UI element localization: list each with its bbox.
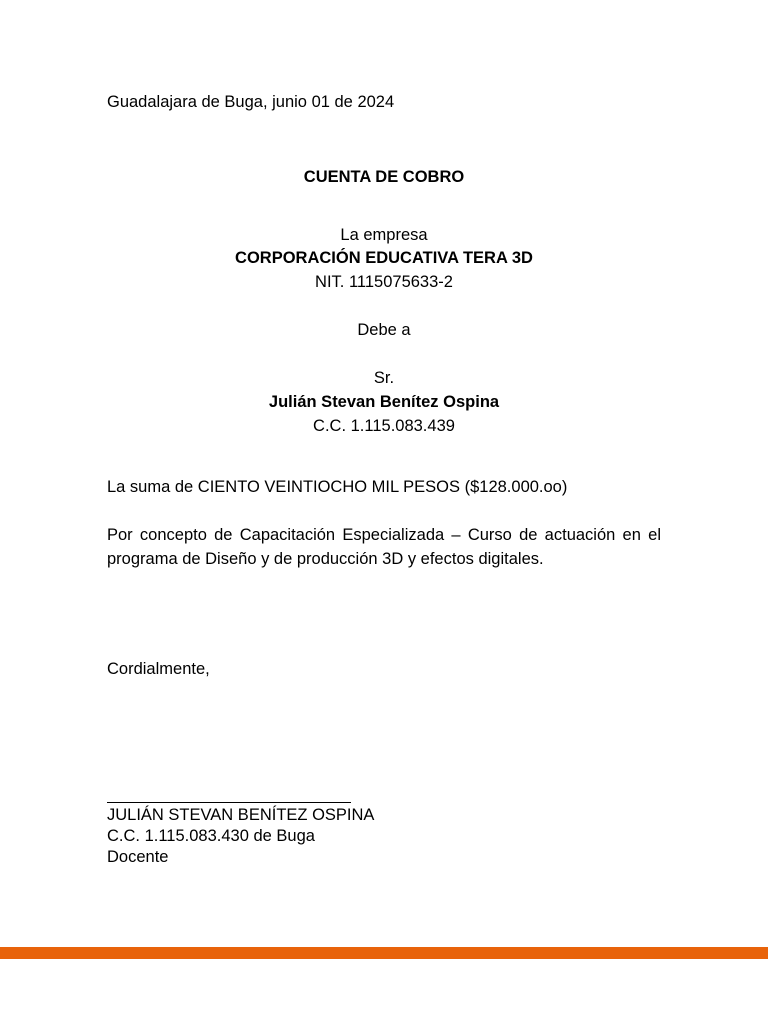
company-nit: NIT. 1115075633-2 — [315, 273, 453, 291]
payee-salutation: Sr. — [373, 369, 395, 387]
payee-name: Julián Stevan Benítez Ospina — [268, 393, 500, 411]
signature-id: C.C. 1.115.083.430 de Buga — [107, 827, 315, 845]
concept-text: Por concepto de Capacitación Especializada – Curso de actuación en el programa de Diseño y de producción 3D y efectos digitales. — [107, 526, 661, 568]
signature-name: JULIÁN STEVAN BENÍTEZ OSPINA — [107, 806, 375, 824]
footer-accent-bar — [0, 947, 768, 959]
amount-text: La suma de CIENTO VEINTIOCHO MIL PESOS ($128.000.oo) — [107, 478, 568, 496]
company-name: CORPORACIÓN EDUCATIVA TERA 3D — [235, 249, 533, 267]
company-intro: La empresa — [340, 226, 428, 244]
place-date: Guadalajara de Buga, junio 01 de 2024 — [107, 93, 395, 111]
signature-line — [107, 802, 351, 803]
signature-role: Docente — [107, 848, 169, 866]
document-title: CUENTA DE COBRO — [303, 168, 465, 186]
payee-id: C.C. 1.115.083.439 — [313, 417, 455, 435]
closing: Cordialmente, — [107, 660, 210, 678]
owes-label: Debe a — [357, 321, 411, 339]
